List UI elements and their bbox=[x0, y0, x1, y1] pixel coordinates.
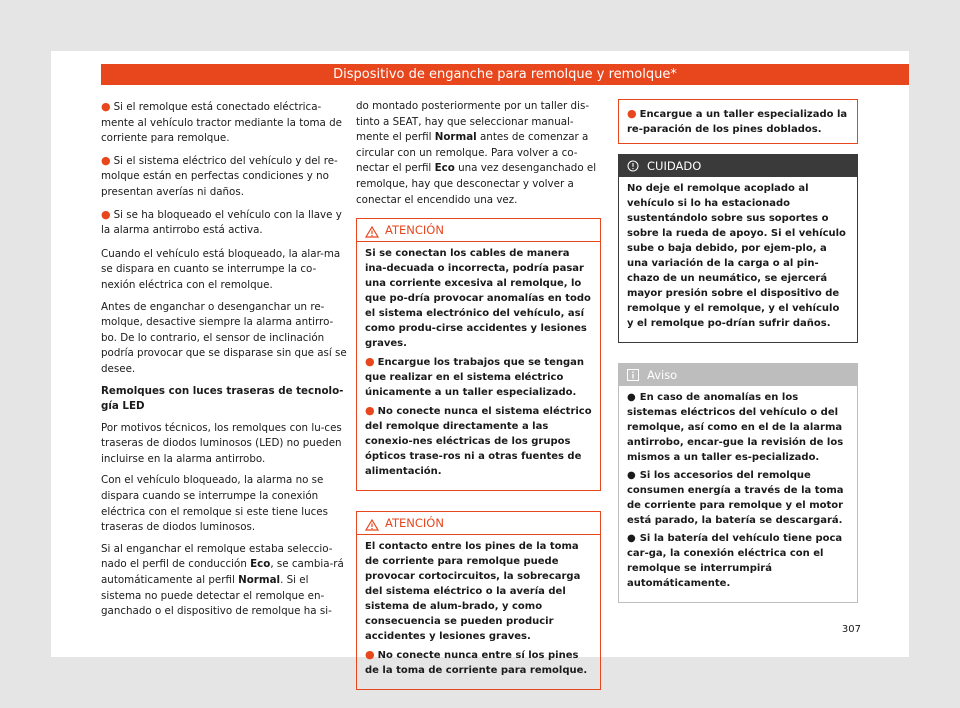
bullet-icon: ● bbox=[627, 470, 636, 481]
list-item: ● Si la batería del vehículo tiene poca car-ga, la conexión eléctrica con el remolque se interrumpirá automáticamente. bbox=[627, 533, 843, 589]
info-header: Aviso bbox=[619, 364, 857, 386]
warning-continuation: ● Encargue a un taller especializado la re-paración de los pines doblados. bbox=[618, 99, 858, 144]
bullet-icon: ● bbox=[627, 392, 636, 403]
bullet-icon: ● bbox=[365, 355, 375, 369]
list-item: ● Si el remolque está conectado eléctrica-mente al vehículo tractor mediante la toma de corriente para remolque. bbox=[101, 100, 343, 145]
info-body bbox=[619, 386, 857, 602]
list-item: ● Si el sistema eléctrico del vehículo y del re-molque están en perfectas condiciones y no presentan averías ni daños. bbox=[101, 153, 338, 198]
info-box bbox=[618, 363, 858, 603]
paragraph: Antes de enganchar o desenganchar un re-molque, desactive siempre la alarma antirro-bo. De lo contrario, el sensor de inclinación podría provocar que se disparase sin que así se desee. bbox=[101, 300, 347, 375]
page-header: Dispositivo de enganche para remolque y remolque* bbox=[101, 64, 909, 85]
list-item: ● No conecte nunca entre sí los pines de la toma de corriente para remolque. bbox=[365, 648, 588, 677]
bullet-icon: ● bbox=[101, 153, 111, 167]
bullet-icon: ● bbox=[627, 533, 636, 544]
warning-box bbox=[356, 218, 601, 491]
warning-box bbox=[356, 511, 601, 690]
paragraph: do montado posteriormente por un taller dis-tinto a SEAT, hay que seleccionar manual-mente el perfil Normal antes de comenzar a circular con un remolque. Para volver a co-nectar el perfil Eco una vez desenganchado el remolque, hay que desconectar y volver a conectar el encendido una vez. bbox=[356, 100, 597, 206]
list-item: ● No conecte nunca el sistema eléctrico del remolque directamente a las conexio-nes eléctricas de los grupos ópticos trase-ros ni a otras fuentes de alimentación. bbox=[365, 404, 592, 478]
bullet-icon: ● bbox=[101, 100, 111, 113]
warning-triangle-icon bbox=[365, 519, 379, 531]
column-1 bbox=[101, 99, 349, 626]
caution-body: No deje el remolque acoplado al vehículo si lo ha estacionado sustentándolo sobre sus soportes o sobre la rueda de apoyo. Si el vehículo sube o baja debido, por ejem-plo, a una variación de la carga o al pin-chazo de un neumático, se ejercerá mayor presión sobre el dispositivo de remolque y el remolque, y el vehículo y el remolque po-drían sufrir daños. bbox=[627, 183, 846, 329]
caution-box bbox=[618, 154, 858, 343]
caution-header: CUIDADO bbox=[619, 155, 857, 177]
manual-page bbox=[51, 51, 909, 677]
bullet-icon: ● bbox=[365, 648, 375, 662]
bullet-icon: ● bbox=[627, 107, 637, 120]
list-item: ● En caso de anomalías en los sistemas eléctricos del vehículo o del remolque, así como en el de la alarma antirrobo, encar-gue la revisión de los mismos a un taller es-pecializado. bbox=[627, 392, 844, 463]
paragraph: Si al enganchar el remolque estaba seleccio-nado el perfil de conducción Eco, se cambia-rá automáticamente al perfil Normal. Si el sistema no puede detectar el remolque en-ganchado o el dispositivo de remolque ha si- bbox=[101, 542, 344, 618]
paragraph: Con el vehículo bloqueado, la alarma no se dispara cuando se interrumpe la conexión eléctrica con el remolque si este tiene luces traseras de diodos luminosos. bbox=[101, 474, 328, 534]
paragraph: Por motivos técnicos, los remolques con lu-ces traseras de diodos luminosos (LED) no pueden incluirse en la alarma antirrobo. bbox=[101, 421, 342, 465]
bullet-icon: ● bbox=[101, 207, 111, 221]
bullet-icon: ● bbox=[365, 404, 375, 418]
page-number: 307 bbox=[841, 624, 861, 635]
paragraph: Cuando el vehículo está bloqueado, la alar-ma se dispara en cuanto se interrumpe la co-nexión eléctrica con el remolque. bbox=[101, 247, 341, 291]
warning-triangle-icon bbox=[365, 226, 379, 238]
list-item: ● Si los accesorios del remolque consumen energía a través de la toma de corriente para remolque y el motor está parado, la batería se descargará. bbox=[627, 470, 844, 526]
warning-body: Si se conectan los cables de manera ina-decuada o incorrecta, podría pasar una corriente excesiva al remolque, lo que po-dría provocar anomalías en todo el sistema electrónico del vehículo, así como produ-cirse accidentes y lesiones graves. ● Encargue los trabajos que se tengan que realizar en el sistema eléctrico únicamente a un taller especializado. ● No conecte nunca el sistema eléctrico del remolque directamente a las conexio-nes eléctricas de los grupos ópticos trase-ros ni a otras fuentes de alimentación. bbox=[365, 248, 592, 478]
warning-header: ATENCIÓN bbox=[357, 512, 600, 535]
list-item: ● Si se ha bloqueado el vehículo con la llave y la alarma antirrobo está activa. bbox=[101, 207, 342, 237]
info-icon bbox=[627, 369, 639, 381]
column-2 bbox=[356, 99, 601, 690]
list-item: ● Encargue los trabajos que se tengan que realizar en el sistema eléctrico únicamente a un taller especializado. bbox=[365, 355, 585, 399]
column-3 bbox=[618, 99, 858, 603]
caution-circle-icon bbox=[627, 160, 639, 172]
warning-header: ATENCIÓN bbox=[357, 219, 600, 242]
warning-body: El contacto entre los pines de la toma de corriente para remolque puede provocar cortocircuitos, la sobrecarga del sistema eléctrico o la avería del sistema de alum-brado, y como consecuencia se pueden producir accidentes y lesiones graves. ● No conecte nunca entre sí los pines de la toma de corriente para remolque. bbox=[357, 535, 600, 689]
section-heading: Remolques con luces traseras de tecnolo-gía LED bbox=[101, 384, 344, 413]
